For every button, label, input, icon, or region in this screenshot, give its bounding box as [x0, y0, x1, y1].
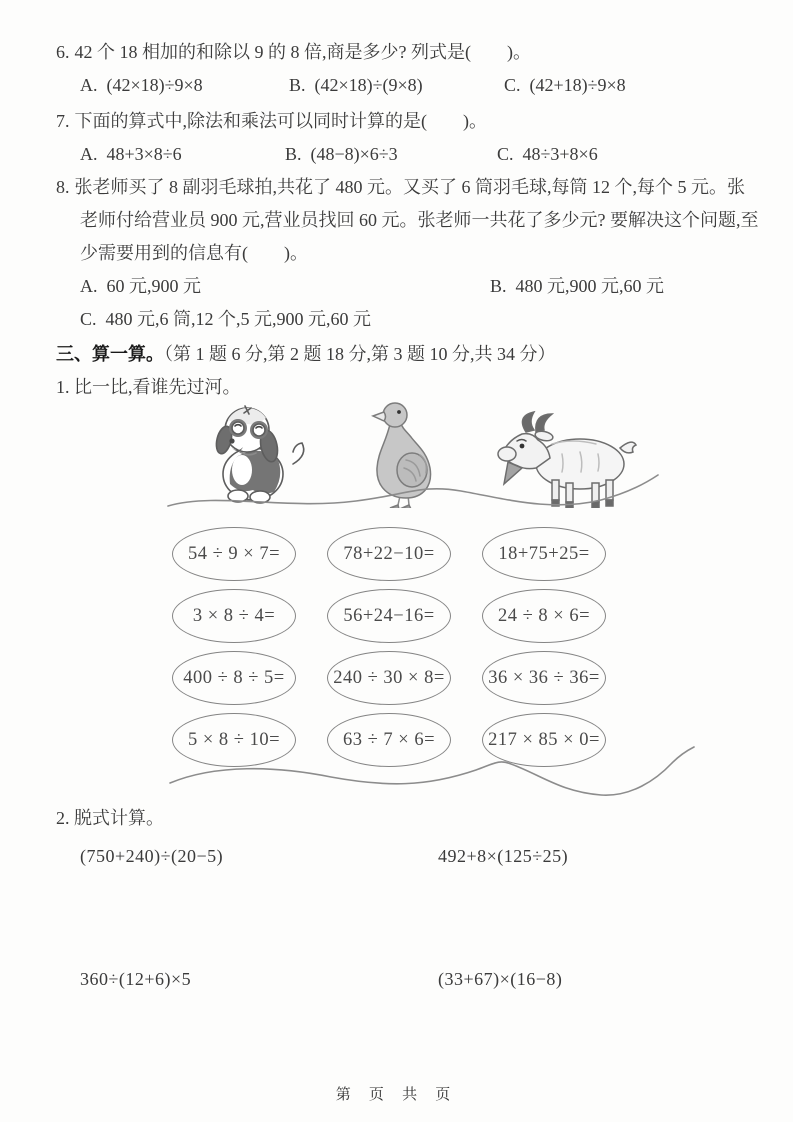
- option-label: A.: [80, 75, 98, 95]
- question-stem: 42 个 18 相加的和除以 9 的 8 倍,商是多少? 列式是( )。: [74, 42, 531, 62]
- duck-illustration: [356, 400, 452, 508]
- option-text: (48−8)×6÷3: [310, 144, 398, 164]
- oval-expression: 18+75+25=: [482, 527, 606, 581]
- option-text: 48+3×8÷6: [106, 144, 182, 164]
- question-6-option-c: [504, 69, 626, 102]
- question-8-options-ab: [56, 270, 762, 303]
- option-text: 60 元,900 元: [106, 276, 201, 296]
- question-number: 8.: [56, 177, 70, 197]
- oval-expression: 24 ÷ 8 × 6=: [482, 589, 606, 643]
- question-6: [56, 36, 762, 102]
- section-title: 三、算一算。: [56, 344, 164, 364]
- question-number: 7.: [56, 111, 70, 131]
- oval-expression: 78+22−10=: [327, 527, 451, 581]
- question-7-options: [56, 138, 762, 171]
- question-stem: 张老师买了 8 副羽毛球拍,共花了 480 元。又买了 6 筒羽毛球,每筒 12 个,每个 5 元。张老师付给营业员 900 元,营业员找回 60 元。张老师一共花了多少元? 要解决这个问题,至少需要用到的信息有( )。: [74, 177, 759, 263]
- question-stem: 下面的算式中,除法和乘法可以同时计算的是( )。: [74, 111, 487, 131]
- question-8-options-c: [56, 303, 762, 336]
- oval-expression: 5 × 8 ÷ 10=: [172, 713, 296, 767]
- oval-expression: 217 × 85 × 0=: [482, 713, 606, 767]
- question-8-stem-row: [56, 171, 762, 270]
- question-8-option-c: [80, 303, 371, 336]
- oval-expression: 3 × 8 ÷ 4=: [172, 589, 296, 643]
- task-1-heading: 1. 比一比,看谁先过河。: [56, 377, 241, 397]
- question-7-option-b: [285, 138, 398, 171]
- worksheet-content: [56, 36, 762, 995]
- option-label: B.: [490, 276, 507, 296]
- task-2-heading: 2. 脱式计算。: [56, 808, 164, 828]
- question-7-option-c: [497, 138, 598, 171]
- section-3-heading: [56, 338, 762, 371]
- oval-expression: 63 ÷ 7 × 6=: [327, 713, 451, 767]
- oval-expression: 400 ÷ 8 ÷ 5=: [172, 651, 296, 705]
- oval-expression: 240 ÷ 30 × 8=: [327, 651, 451, 705]
- option-text: (42×18)÷(9×8): [314, 75, 423, 95]
- question-8: [56, 171, 762, 336]
- question-7-option-a: [80, 138, 182, 171]
- river-crossing-scene: [56, 404, 762, 802]
- question-7-stem-row: [56, 105, 762, 138]
- calc-row-1: [56, 841, 762, 872]
- question-7: [56, 105, 762, 171]
- option-label: B.: [289, 75, 306, 95]
- question-6-option-b: [289, 69, 423, 102]
- calc-expression: (750+240)÷(20−5): [80, 846, 224, 866]
- dog-illustration: [204, 400, 316, 504]
- option-text: 480 元,6 筒,12 个,5 元,900 元,60 元: [105, 309, 372, 329]
- expression-oval-grid: [172, 527, 606, 767]
- question-number: 6.: [56, 42, 70, 62]
- oval-expression: 36 × 36 ÷ 36=: [482, 651, 606, 705]
- oval-expression: 54 ÷ 9 × 7=: [172, 527, 296, 581]
- calc-expression: (33+67)×(16−8): [438, 969, 563, 989]
- option-text: 48÷3+8×6: [522, 144, 598, 164]
- question-6-option-a: [80, 69, 203, 102]
- option-label: C.: [504, 75, 521, 95]
- question-6-options: [56, 69, 762, 102]
- option-label: A.: [80, 144, 98, 164]
- calc-expression: 492+8×(125÷25): [438, 846, 569, 866]
- oval-expression: 56+24−16=: [327, 589, 451, 643]
- option-label: C.: [497, 144, 514, 164]
- option-text: (42×18)÷9×8: [106, 75, 203, 95]
- calc-expression: 360÷(12+6)×5: [80, 969, 192, 989]
- question-8-option-b: [490, 270, 664, 303]
- question-6-stem-row: [56, 36, 762, 69]
- page-footer: 第 页 共 页: [335, 1086, 458, 1103]
- option-text: 480 元,900 元,60 元: [515, 276, 665, 296]
- question-8-option-a: [80, 270, 201, 303]
- option-label: B.: [285, 144, 302, 164]
- calc-row-2: [56, 964, 762, 995]
- option-label: A.: [80, 276, 98, 296]
- option-label: C.: [80, 309, 97, 329]
- option-text: (42+18)÷9×8: [529, 75, 626, 95]
- section-score-note: （第 1 题 6 分,第 2 题 18 分,第 3 题 10 分,共 34 分）: [164, 344, 556, 364]
- goat-illustration: [492, 410, 644, 508]
